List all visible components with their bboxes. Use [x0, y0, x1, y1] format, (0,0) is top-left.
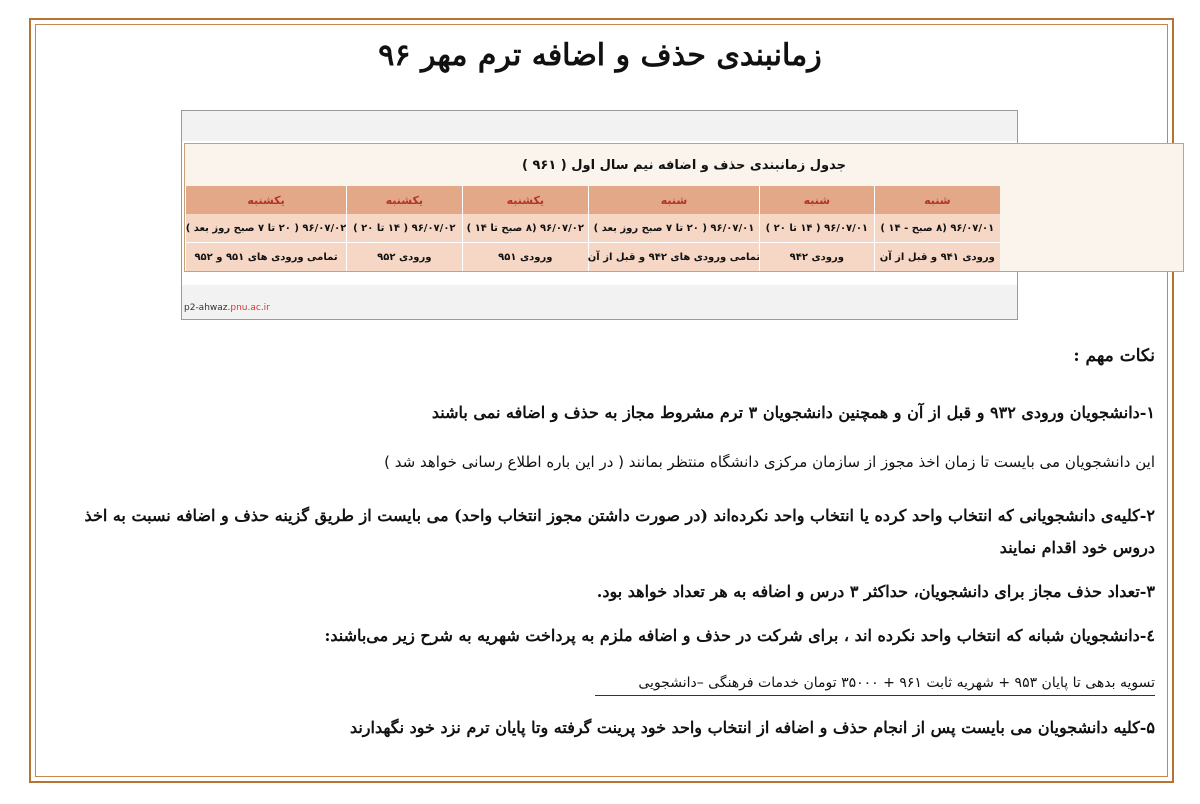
- schedule-group: ورودی ۹۵۲: [347, 242, 462, 271]
- schedule-time: ۹۶/۰۷/۰۱ ( ۱۴ تا ۲۰ ): [760, 214, 874, 242]
- note-item-1: ۱-دانشجویان ورودی ۹۳۲ و قبل از آن و همچنین دانشجویان ۳ ترم مشروط مجاز به حذف و اضافه نمی باشند: [431, 403, 1155, 422]
- schedule-day: شنبه: [760, 186, 874, 214]
- note-item-4-detail: تسویه بدهی تا پایان ۹۵۳ + شهریه ثابت ۹۶۱ + ۳۵۰۰۰ تومان خدمات فرهنگی –دانشجویی: [595, 672, 1155, 696]
- schedule-image: [181, 110, 1018, 320]
- schedule-column: [462, 186, 588, 271]
- schedule-column: [588, 186, 759, 271]
- schedule-time: ۹۶/۰۷/۰۲ (۸ صبح تا ۱۴ ): [463, 214, 588, 242]
- note-item-5: ۵-کلیه دانشجویان می بایست پس از انجام حذف و اضافه از انتخاب واحد خود پرینت گرفته وتا پایان ترم نزد خود نگهدارند: [349, 718, 1155, 737]
- schedule-column: [185, 186, 346, 271]
- schedule-time: ۹۶/۰۷/۰۱ ( ۲۰ تا ۷ صبح روز بعد ): [589, 214, 759, 242]
- schedule-time: ۹۶/۰۷/۰۱ (۸ صبح - ۱۴ ): [875, 214, 1000, 242]
- note-item-3: ۳-تعداد حذف مجاز برای دانشجویان، حداکثر ۳ درس و اضافه به هر تعداد خواهد بود.: [596, 582, 1155, 601]
- schedule-grid: [185, 186, 1000, 271]
- schedule-day: یکشنبه: [347, 186, 462, 214]
- credit-suffix: pnu.ac.ir: [230, 303, 270, 313]
- schedule-group: ورودی ۹۴۲: [760, 242, 874, 271]
- schedule-column: [346, 186, 462, 271]
- schedule-time: ۹۶/۰۷/۰۲ ( ۱۴ تا ۲۰ ): [347, 214, 462, 242]
- schedule-day: یکشنبه: [463, 186, 588, 214]
- schedule-group: تمامی ورودی های ۹۵۱ و ۹۵۲: [186, 242, 346, 271]
- schedule-bottom-band: [182, 285, 1017, 319]
- schedule-day: شنبه: [589, 186, 759, 214]
- note-item-2: ۲-کلیه‌ی دانشجویانی که انتخاب واحد کرده یا انتخاب واحد نکرده‌اند (در صورت داشتن مجوز انتخاب واحد) می بایست از طریق گزینه حذف و اضافه نسبت به اخذ دروس خود اقدام نمایند: [84, 506, 1155, 557]
- schedule-day: شنبه: [875, 186, 1000, 214]
- schedule-group: ورودی ۹۵۱: [463, 242, 588, 271]
- schedule-credit: [184, 303, 270, 313]
- schedule-group: تمامی ورودی های ۹۴۲ و قبل از آن: [589, 242, 759, 271]
- schedule-table: [184, 143, 1184, 272]
- schedule-time: ۹۶/۰۷/۰۲ ( ۲۰ تا ۷ صبح روز بعد ): [186, 214, 346, 242]
- schedule-caption: جدول زمانبندی حذف و اضافه نیم سال اول ( ۹۶۱ ): [521, 157, 847, 173]
- schedule-column: [874, 186, 1000, 271]
- schedule-group: ورودی ۹۴۱ و قبل از آن: [875, 242, 1000, 271]
- credit-prefix: p2-ahwaz.: [184, 303, 231, 313]
- schedule-top-band: [182, 111, 1017, 141]
- notes-heading: نکات مهم :: [1073, 346, 1155, 366]
- schedule-column: [759, 186, 874, 271]
- note-item-1-detail: این دانشجویان می بایست تا زمان اخذ مجوز از سازمان مرکزی دانشگاه منتظر بمانند ( در این باره اطلاع رسانی خواهد شد ): [384, 453, 1155, 471]
- page-title: زمانبندی حذف و اضافه ترم مهر ۹۶: [378, 38, 822, 73]
- schedule-day: یکشنبه: [186, 186, 346, 214]
- note-item-4: ٤-دانشجویان شبانه که انتخاب واحد نکرده اند ، برای شرکت در حذف و اضافه ملزم به پرداخت شهریه به شرح زیر می‌باشند:: [324, 626, 1155, 645]
